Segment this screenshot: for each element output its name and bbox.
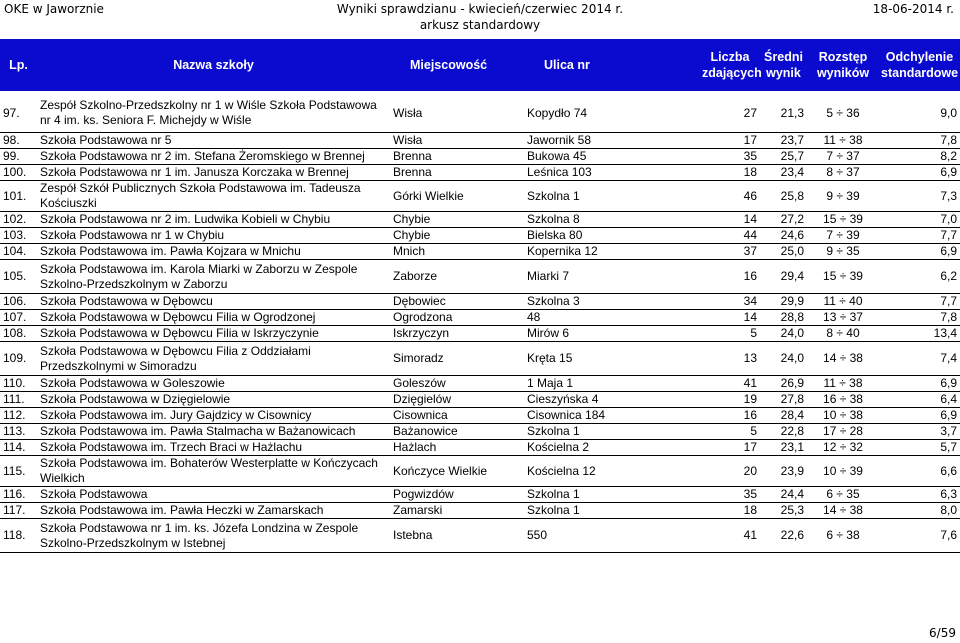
- cell-count: 44: [700, 228, 760, 244]
- col-lp: Lp.: [0, 38, 37, 93]
- cell-city: Hażlach: [390, 440, 524, 456]
- table-row: [0, 326, 960, 342]
- cell-street: Bukowa 45: [524, 149, 700, 165]
- cell-school: Szkoła Podstawowa im. Pawła Heczki w Zamarskach: [37, 503, 390, 519]
- cell-count: 34: [700, 294, 760, 310]
- page-number: 6/59: [929, 626, 956, 640]
- col-sd: Odchylenie standardowe: [879, 38, 960, 93]
- cell-city: Bażanowice: [390, 424, 524, 440]
- cell-count: 5: [700, 326, 760, 342]
- cell-school: Szkoła Podstawowa w Dzięgielowie: [37, 392, 390, 408]
- cell-school: Zespół Szkolno-Przedszkolny nr 1 w Wiśle Szkoła Podstawowa nr 4 im. ks. Seniora F. Michejdy w Wiśle: [37, 93, 390, 133]
- header-center: [0, 1, 960, 33]
- cell-avg: 22,6: [760, 519, 807, 553]
- cell-avg: 25,7: [760, 149, 807, 165]
- cell-city: Brenna: [390, 165, 524, 181]
- cell-street: Bielska 80: [524, 228, 700, 244]
- cell-city: Dębowiec: [390, 294, 524, 310]
- cell-count: 41: [700, 519, 760, 553]
- cell-city: Dzięgielów: [390, 392, 524, 408]
- cell-street: Szkolna 1: [524, 487, 700, 503]
- cell-city: Zamarski: [390, 503, 524, 519]
- table-row: [0, 260, 960, 294]
- cell-street: Miarki 7: [524, 260, 700, 294]
- header-subtitle: arkusz standardowy: [419, 18, 541, 32]
- cell-sd: 6,9: [879, 165, 960, 181]
- cell-range: 7 ÷ 37: [807, 149, 879, 165]
- cell-sd: 6,9: [879, 408, 960, 424]
- cell-count: 17: [700, 440, 760, 456]
- cell-count: 13: [700, 342, 760, 376]
- cell-city: Wisła: [390, 133, 524, 149]
- cell-count: 16: [700, 408, 760, 424]
- cell-sd: 9,0: [879, 93, 960, 133]
- cell-street: Leśnica 103: [524, 165, 700, 181]
- table-row: [0, 487, 960, 503]
- cell-sd: 6,6: [879, 456, 960, 487]
- table-row: [0, 392, 960, 408]
- cell-lp: 118.: [0, 519, 37, 553]
- cell-school: Szkoła Podstawowa im. Jury Gajdzicy w Cisownicy: [37, 408, 390, 424]
- table-row: [0, 342, 960, 376]
- cell-street: Szkolna 1: [524, 503, 700, 519]
- cell-sd: 5,7: [879, 440, 960, 456]
- cell-avg: 28,4: [760, 408, 807, 424]
- cell-avg: 23,1: [760, 440, 807, 456]
- cell-lp: 112.: [0, 408, 37, 424]
- results-table: [0, 36, 960, 553]
- cell-count: 16: [700, 260, 760, 294]
- cell-range: 8 ÷ 37: [807, 165, 879, 181]
- cell-range: 16 ÷ 38: [807, 392, 879, 408]
- cell-lp: 117.: [0, 503, 37, 519]
- cell-school: Szkoła Podstawowa nr 1 w Chybiu: [37, 228, 390, 244]
- cell-avg: 23,9: [760, 456, 807, 487]
- col-avg: Średni wynik: [760, 38, 807, 93]
- cell-school: Szkoła Podstawowa im. Pawła Kojzara w Mnichu: [37, 244, 390, 260]
- cell-street: Szkolna 1: [524, 424, 700, 440]
- cell-lp: 105.: [0, 260, 37, 294]
- table-row: [0, 424, 960, 440]
- header-title: Wyniki sprawdzianu - kwiecień/czerwiec 2014 r.: [336, 2, 624, 16]
- cell-school: Szkoła Podstawowa nr 2 im. Ludwika Kobieli w Chybiu: [37, 212, 390, 228]
- cell-street: Kościelna 2: [524, 440, 700, 456]
- cell-street: Kręta 15: [524, 342, 700, 376]
- cell-lp: 109.: [0, 342, 37, 376]
- cell-sd: 6,2: [879, 260, 960, 294]
- table-row: [0, 93, 960, 133]
- cell-count: 14: [700, 212, 760, 228]
- cell-city: Simoradz: [390, 342, 524, 376]
- cell-sd: 7,8: [879, 310, 960, 326]
- cell-lp: 107.: [0, 310, 37, 326]
- cell-street: 1 Maja 1: [524, 376, 700, 392]
- cell-street: Cisownica 184: [524, 408, 700, 424]
- cell-lp: 101.: [0, 181, 37, 212]
- cell-avg: 27,2: [760, 212, 807, 228]
- cell-street: 48: [524, 310, 700, 326]
- cell-avg: 25,3: [760, 503, 807, 519]
- cell-street: 550: [524, 519, 700, 553]
- cell-city: Pogwizdów: [390, 487, 524, 503]
- col-school: Nazwa szkoły: [37, 38, 390, 93]
- cell-range: 11 ÷ 40: [807, 294, 879, 310]
- cell-sd: 6,9: [879, 376, 960, 392]
- cell-sd: 13,4: [879, 326, 960, 342]
- cell-school: Szkoła Podstawowa nr 1 im. Janusza Korczaka w Brennej: [37, 165, 390, 181]
- table-row: [0, 212, 960, 228]
- cell-range: 13 ÷ 37: [807, 310, 879, 326]
- cell-lp: 114.: [0, 440, 37, 456]
- cell-lp: 111.: [0, 392, 37, 408]
- cell-count: 14: [700, 310, 760, 326]
- cell-city: Goleszów: [390, 376, 524, 392]
- cell-city: Istebna: [390, 519, 524, 553]
- cell-school: Szkoła Podstawowa nr 2 im. Stefana Żeromskiego w Brennej: [37, 149, 390, 165]
- cell-avg: 24,4: [760, 487, 807, 503]
- cell-school: Szkoła Podstawowa w Dębowcu: [37, 294, 390, 310]
- cell-street: Szkolna 3: [524, 294, 700, 310]
- cell-lp: 116.: [0, 487, 37, 503]
- cell-school: Zespół Szkół Publicznych Szkoła Podstawowa im. Tadeusza Kościuszki: [37, 181, 390, 212]
- cell-city: Ogrodzona: [390, 310, 524, 326]
- cell-range: 14 ÷ 38: [807, 342, 879, 376]
- cell-school: Szkoła Podstawowa nr 5: [37, 133, 390, 149]
- cell-sd: 3,7: [879, 424, 960, 440]
- cell-count: 27: [700, 93, 760, 133]
- table-body: [0, 93, 960, 553]
- header-date: 18-06-2014 r.: [872, 2, 954, 16]
- col-range: Rozstęp wyników: [807, 38, 879, 93]
- cell-avg: 25,0: [760, 244, 807, 260]
- cell-street: Kopernika 12: [524, 244, 700, 260]
- cell-school: Szkoła Podstawowa w Dębowcu Filia z Oddziałami Przedszkolnymi w Simoradzu: [37, 342, 390, 376]
- table-row: [0, 408, 960, 424]
- cell-range: 9 ÷ 35: [807, 244, 879, 260]
- cell-count: 5: [700, 424, 760, 440]
- cell-school: Szkoła Podstawowa w Dębowcu Filia w Iskrzyczynie: [37, 326, 390, 342]
- page-header: [0, 0, 960, 34]
- cell-avg: 21,3: [760, 93, 807, 133]
- table-row: [0, 149, 960, 165]
- cell-street: Szkolna 1: [524, 181, 700, 212]
- cell-lp: 97.: [0, 93, 37, 133]
- table-row: [0, 310, 960, 326]
- header-left: OKE w Jaworznie: [4, 2, 104, 16]
- cell-school: Szkoła Podstawowa im. Trzech Braci w Hażlachu: [37, 440, 390, 456]
- table-row: [0, 244, 960, 260]
- cell-avg: 29,4: [760, 260, 807, 294]
- table-row: [0, 165, 960, 181]
- cell-range: 7 ÷ 39: [807, 228, 879, 244]
- cell-sd: 6,3: [879, 487, 960, 503]
- cell-sd: 7,3: [879, 181, 960, 212]
- cell-city: Brenna: [390, 149, 524, 165]
- cell-range: 17 ÷ 28: [807, 424, 879, 440]
- cell-avg: 24,0: [760, 326, 807, 342]
- table-row: [0, 133, 960, 149]
- cell-lp: 99.: [0, 149, 37, 165]
- cell-avg: 23,7: [760, 133, 807, 149]
- cell-school: Szkoła Podstawowa: [37, 487, 390, 503]
- cell-avg: 22,8: [760, 424, 807, 440]
- cell-school: Szkoła Podstawowa w Goleszowie: [37, 376, 390, 392]
- cell-school: Szkoła Podstawowa nr 1 im. ks. Józefa Londzina w Zespole Szkolno-Przedszkolnym w Istebnej: [37, 519, 390, 553]
- cell-avg: 24,0: [760, 342, 807, 376]
- cell-count: 19: [700, 392, 760, 408]
- cell-range: 6 ÷ 38: [807, 519, 879, 553]
- cell-avg: 24,6: [760, 228, 807, 244]
- cell-range: 15 ÷ 39: [807, 212, 879, 228]
- cell-count: 35: [700, 487, 760, 503]
- cell-count: 35: [700, 149, 760, 165]
- cell-sd: 7,6: [879, 519, 960, 553]
- cell-avg: 25,8: [760, 181, 807, 212]
- cell-sd: 8,0: [879, 503, 960, 519]
- cell-lp: 115.: [0, 456, 37, 487]
- cell-lp: 103.: [0, 228, 37, 244]
- cell-range: 11 ÷ 38: [807, 133, 879, 149]
- cell-sd: 7,4: [879, 342, 960, 376]
- cell-sd: 7,8: [879, 133, 960, 149]
- cell-avg: 29,9: [760, 294, 807, 310]
- cell-range: 15 ÷ 39: [807, 260, 879, 294]
- cell-count: 41: [700, 376, 760, 392]
- table-row: [0, 519, 960, 553]
- cell-range: 14 ÷ 38: [807, 503, 879, 519]
- cell-range: 5 ÷ 36: [807, 93, 879, 133]
- table-row: [0, 376, 960, 392]
- table-row: [0, 456, 960, 487]
- cell-sd: 7,7: [879, 228, 960, 244]
- cell-count: 37: [700, 244, 760, 260]
- table-row: [0, 294, 960, 310]
- cell-count: 46: [700, 181, 760, 212]
- col-street: Ulica nr: [524, 38, 700, 93]
- cell-street: Cieszyńska 4: [524, 392, 700, 408]
- cell-lp: 102.: [0, 212, 37, 228]
- cell-avg: 23,4: [760, 165, 807, 181]
- table-header-row: [0, 38, 960, 93]
- cell-school: Szkoła Podstawowa w Dębowcu Filia w Ogrodzonej: [37, 310, 390, 326]
- cell-sd: 8,2: [879, 149, 960, 165]
- cell-street: Szkolna 8: [524, 212, 700, 228]
- table-row: [0, 440, 960, 456]
- cell-school: Szkoła Podstawowa im. Bohaterów Westerplatte w Kończycach Wielkich: [37, 456, 390, 487]
- cell-range: 6 ÷ 35: [807, 487, 879, 503]
- cell-avg: 28,8: [760, 310, 807, 326]
- cell-range: 12 ÷ 32: [807, 440, 879, 456]
- cell-city: Wisła: [390, 93, 524, 133]
- cell-avg: 26,9: [760, 376, 807, 392]
- cell-lp: 104.: [0, 244, 37, 260]
- cell-city: Chybie: [390, 228, 524, 244]
- cell-lp: 100.: [0, 165, 37, 181]
- cell-range: 10 ÷ 38: [807, 408, 879, 424]
- cell-sd: 6,9: [879, 244, 960, 260]
- col-count: Liczba zdających: [700, 38, 760, 93]
- cell-sd: 7,0: [879, 212, 960, 228]
- table-row: [0, 503, 960, 519]
- cell-sd: 7,7: [879, 294, 960, 310]
- cell-school: Szkoła Podstawowa im. Karola Miarki w Zaborzu w Zespole Szkolno-Przedszkolnym w Zaborzu: [37, 260, 390, 294]
- cell-avg: 27,8: [760, 392, 807, 408]
- cell-city: Kończyce Wielkie: [390, 456, 524, 487]
- cell-count: 17: [700, 133, 760, 149]
- cell-lp: 108.: [0, 326, 37, 342]
- cell-city: Górki Wielkie: [390, 181, 524, 212]
- cell-lp: 98.: [0, 133, 37, 149]
- cell-street: Jawornik 58: [524, 133, 700, 149]
- col-city: Miejscowość: [390, 38, 524, 93]
- cell-city: Iskrzyczyn: [390, 326, 524, 342]
- cell-range: 8 ÷ 40: [807, 326, 879, 342]
- cell-city: Mnich: [390, 244, 524, 260]
- cell-lp: 110.: [0, 376, 37, 392]
- table-row: [0, 181, 960, 212]
- cell-school: Szkoła Podstawowa im. Pawła Stalmacha w Bażanowicach: [37, 424, 390, 440]
- cell-street: Mirów 6: [524, 326, 700, 342]
- cell-count: 20: [700, 456, 760, 487]
- cell-range: 10 ÷ 39: [807, 456, 879, 487]
- cell-count: 18: [700, 503, 760, 519]
- cell-city: Chybie: [390, 212, 524, 228]
- table-row: [0, 228, 960, 244]
- cell-street: Kopydło 74: [524, 93, 700, 133]
- cell-range: 9 ÷ 39: [807, 181, 879, 212]
- cell-range: 11 ÷ 38: [807, 376, 879, 392]
- cell-city: Cisownica: [390, 408, 524, 424]
- cell-lp: 106.: [0, 294, 37, 310]
- cell-count: 18: [700, 165, 760, 181]
- cell-sd: 6,4: [879, 392, 960, 408]
- cell-city: Zaborze: [390, 260, 524, 294]
- cell-lp: 113.: [0, 424, 37, 440]
- cell-street: Kościelna 12: [524, 456, 700, 487]
